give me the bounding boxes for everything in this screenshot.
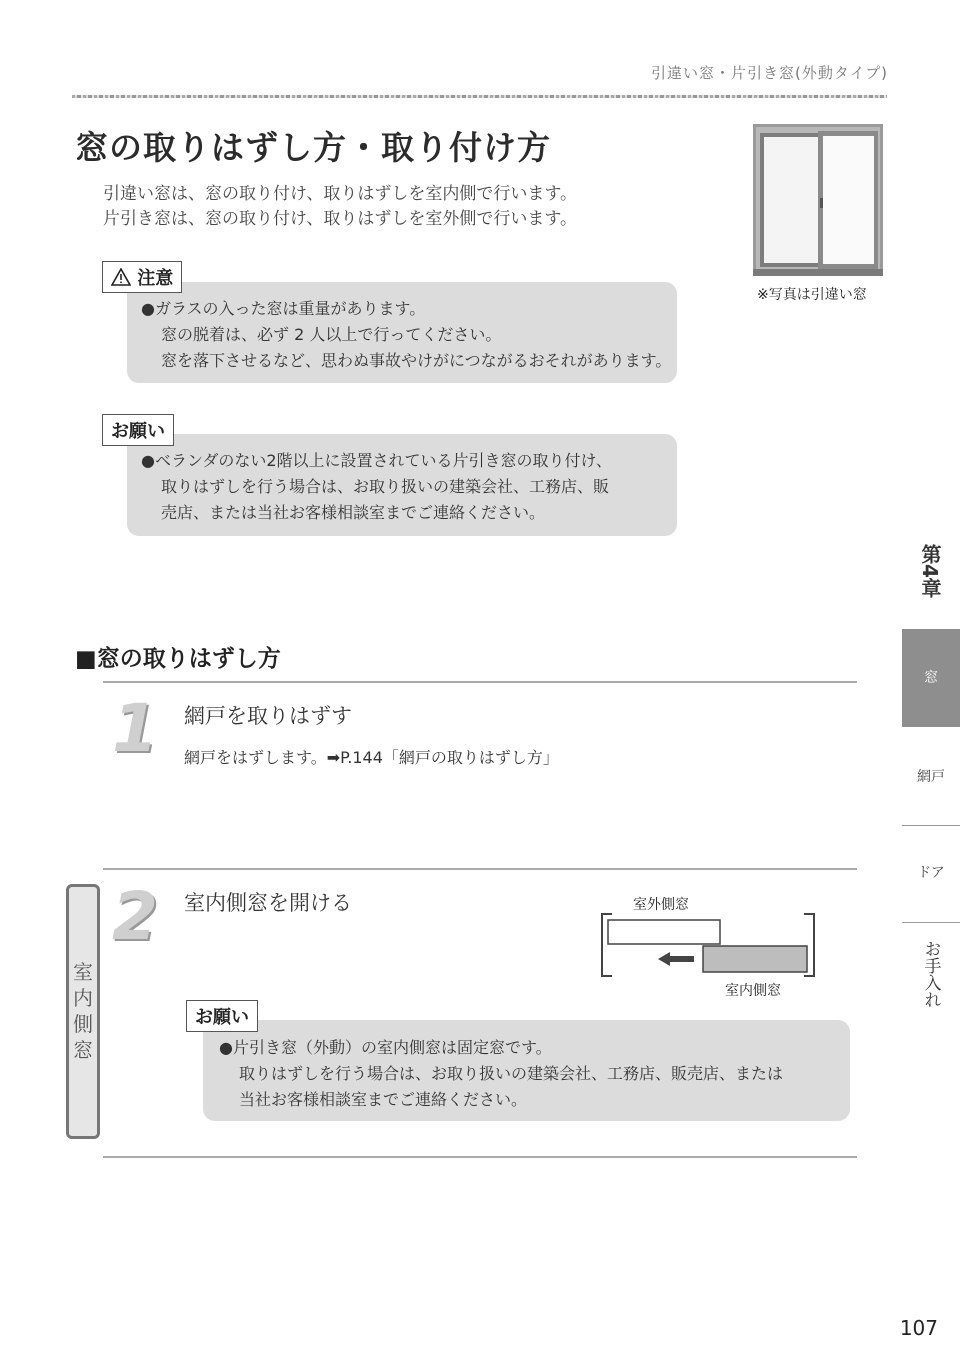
warning-icon [111, 268, 137, 289]
tab-screen[interactable]: 網戸 [917, 769, 945, 785]
request-line: ●ベランダのない2階以上に設置されている片引き窓の取り付け、 [141, 451, 612, 470]
tab-door[interactable]: ドア [917, 865, 945, 881]
caution-line: ●ガラスの入った窓は重量があります。 [141, 299, 426, 318]
tab-window[interactable]: 窓 [902, 629, 960, 727]
tab-care[interactable] [902, 940, 960, 1020]
intro-text [103, 182, 577, 232]
request-line: ●片引き窓（外動）の室内側窓は固定窓です。 [219, 1038, 552, 1057]
request-box [127, 434, 677, 536]
intro-line: 引違い窓は、窓の取り付け、取りはずしを室内側で行います。 [103, 184, 577, 204]
request-box [203, 1020, 850, 1121]
step-divider [103, 681, 857, 683]
side-tag-text: 室内側窓 [73, 960, 93, 1062]
photo-caption: ※写真は引違い窓 [757, 287, 867, 303]
step-divider [103, 1156, 857, 1158]
step-title: 網戸を取りはずす [184, 704, 352, 728]
step-number: 1 [112, 690, 158, 767]
request-line: 取りはずしを行う場合は、お取り扱いの建築会社、工務店、販売店、または [239, 1064, 784, 1083]
request-label: お願い [186, 1000, 258, 1032]
request-line: 売店、または当社お客様相談室までご連絡ください。 [161, 503, 546, 522]
header-divider [72, 95, 887, 98]
request-label: お願い [102, 414, 174, 446]
request-line: 当社お客様相談室までご連絡ください。 [239, 1090, 528, 1109]
caution-line: 窓を落下させるなど、思わぬ事故やけがにつながるおそれがあります。 [161, 351, 672, 370]
diagram-inner-label: 室内側窓 [725, 983, 781, 999]
step-number: 2 [112, 878, 158, 955]
window-diagram [598, 910, 820, 980]
window-photo [752, 123, 884, 277]
section-title: ■窓の取りはずし方 [75, 646, 281, 672]
caution-box [127, 282, 677, 383]
header-title: 引違い窓・片引き窓(外動タイプ) [651, 64, 888, 82]
chapter-label: 第4章 [918, 544, 942, 598]
intro-line: 片引き窓は、窓の取り付け、取りはずしを室外側で行います。 [103, 209, 577, 229]
caution-label [102, 261, 182, 293]
arrow-left-icon [658, 952, 694, 966]
tab-divider [902, 825, 960, 826]
diagram-outer-label: 室外側窓 [633, 897, 689, 913]
tab-divider [902, 922, 960, 923]
caution-line: 窓の脱着は、必ず 2 人以上で行ってください。 [161, 325, 502, 344]
step-body: 網戸をはずします。➡P.144「網戸の取りはずし方」 [184, 748, 559, 767]
page-number: 107 [899, 1316, 938, 1340]
side-tag [66, 884, 100, 1139]
step-divider [103, 868, 857, 870]
page-title: 窓の取りはずし方・取り付け方 [75, 128, 551, 167]
tab-care-label: お手入れ [920, 940, 941, 1008]
request-line: 取りはずしを行う場合は、お取り扱いの建築会社、工務店、販 [161, 477, 610, 496]
caution-label-text: 注意 [137, 268, 174, 289]
step-title: 室内側窓を開ける [184, 891, 352, 915]
